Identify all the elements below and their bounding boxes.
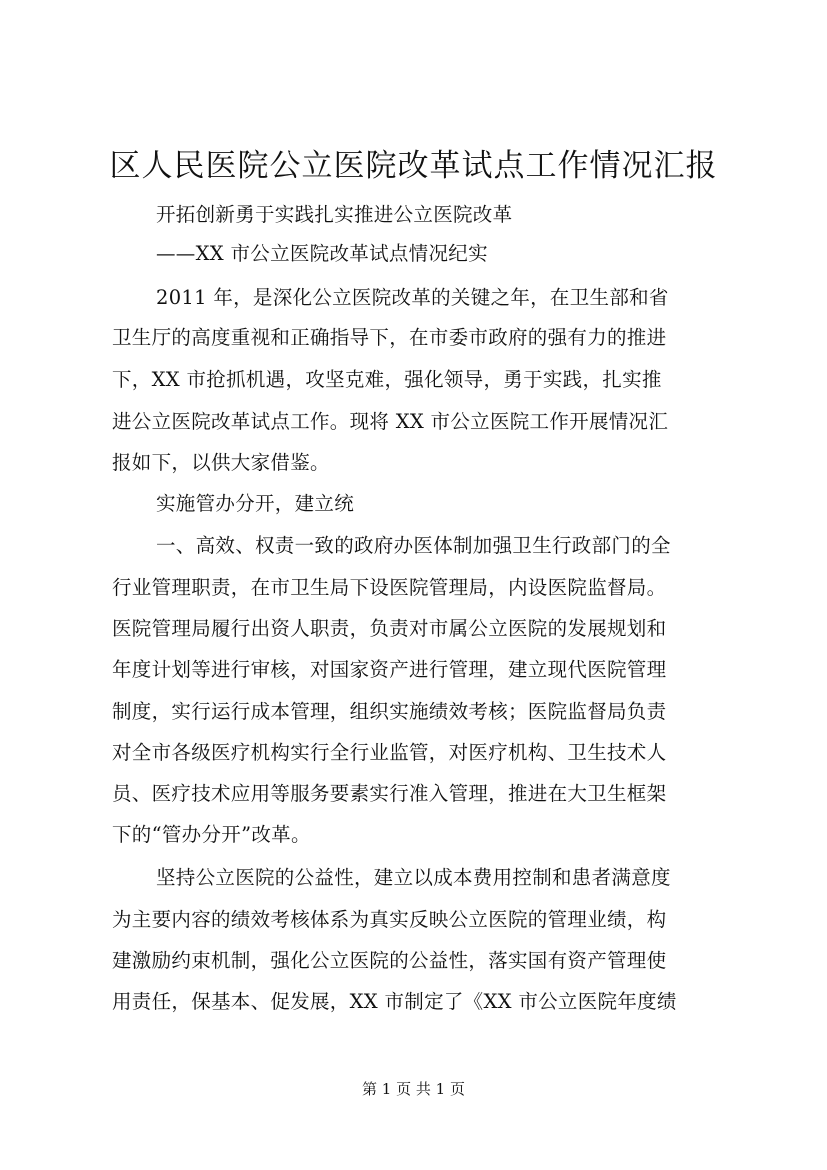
paragraph-line: 报如下，以供大家借鉴。 — [112, 451, 330, 474]
section-heading: 实施管办分开，建立统 — [156, 492, 355, 515]
document-subtitle-2: ——XX 市公立医院改革试点情况纪实 — [156, 242, 488, 265]
paragraph-line: 用责任，保基本、促发展，XX 市制定了《XX 市公立医院年度绩 — [112, 990, 677, 1013]
paragraph-line: 卫生厅的高度重视和正确指导下，在市委市政府的强有力的推进 — [112, 326, 667, 349]
paragraph-line: 下的“管办分开”改革。 — [112, 823, 311, 846]
paragraph-line: 进公立医院改革试点工作。现将 XX 市公立医院工作开展情况汇 — [112, 410, 669, 433]
page-footer: 第 1 页 共 1 页 — [362, 1080, 465, 1098]
paragraph-line: 坚持公立医院的公益性，建立以成本费用控制和患者满意度 — [156, 866, 671, 889]
paragraph-line: 为主要内容的绩效考核体系为真实反映公立医院的管理业绩，构 — [112, 908, 667, 931]
document-subtitle: 开拓创新勇于实践扎实推进公立医院改革 — [156, 203, 513, 226]
paragraph-line: 员、医疗技术应用等服务要素实行准入管理，推进在大卫生框架 — [112, 782, 667, 805]
paragraph-line: 下，XX 市抢抓机遇，攻坚克难，强化领导，勇于实践，扎实推 — [112, 368, 662, 391]
paragraph-line: 建激励约束机制，强化公立医院的公益性，落实国有资产管理使 — [112, 949, 667, 972]
paragraph-line: 医院管理局履行出资人职责，负责对市属公立医院的发展规划和 — [112, 617, 667, 640]
paragraph-line: 对全市各级医疗机构实行全行业监管，对医疗机构、卫生技术人 — [112, 741, 667, 764]
paragraph-line: 一、高效、权责一致的政府办医体制加强卫生行政部门的全 — [156, 534, 671, 557]
paragraph-line: 2011 年，是深化公立医院改革的关键之年，在卫生部和省 — [156, 286, 669, 309]
document-title: 区人民医院公立医院改革试点工作情况汇报 — [109, 148, 718, 184]
paragraph-line: 年度计划等进行审核，对国家资产进行管理，建立现代医院管理 — [112, 658, 667, 681]
paragraph-line: 制度，实行运行成本管理，组织实施绩效考核；医院监督局负责 — [112, 700, 667, 723]
paragraph-line: 行业管理职责，在市卫生局下设医院管理局，内设医院监督局。 — [112, 576, 667, 599]
